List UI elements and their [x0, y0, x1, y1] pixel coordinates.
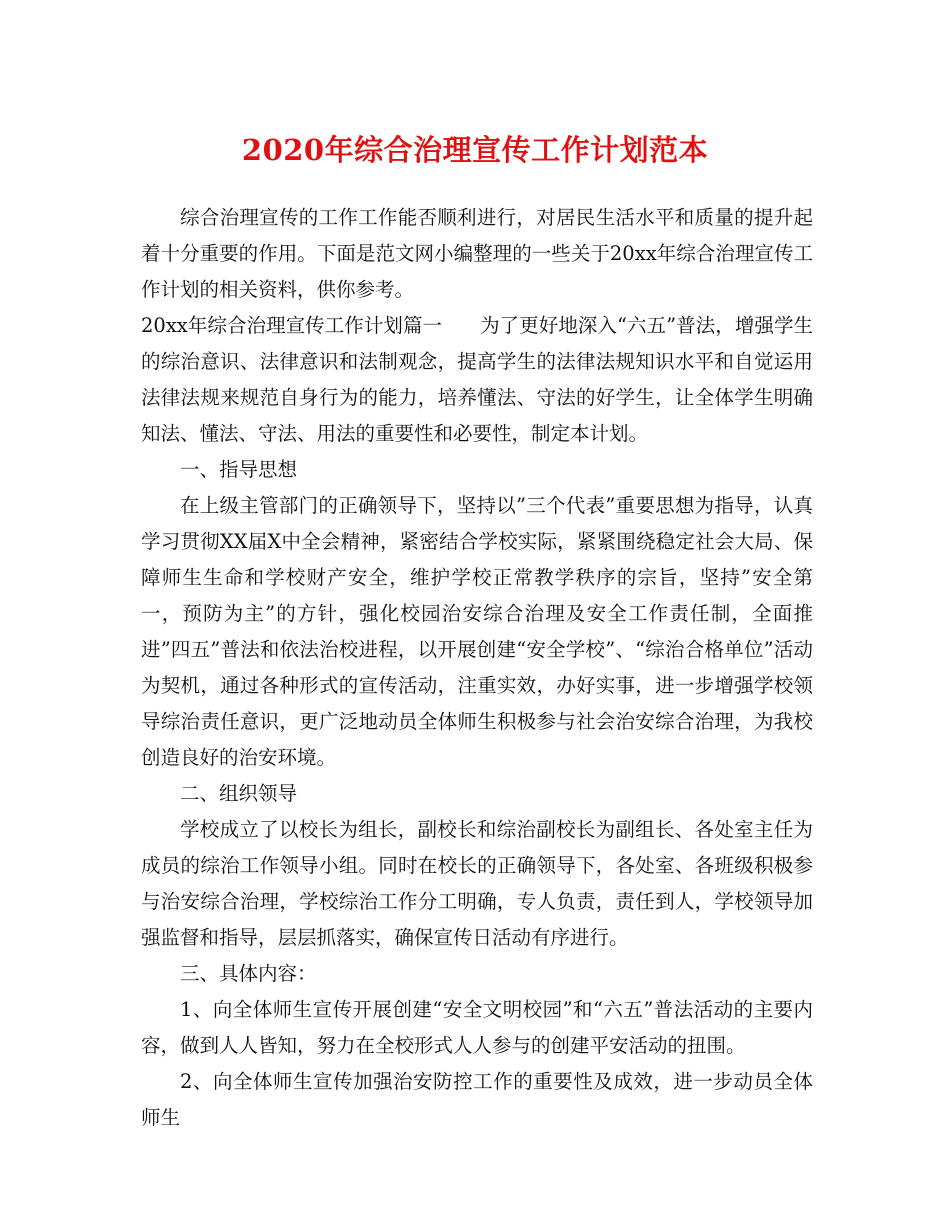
section-paragraph-organization: 学校成立了以校长为组长，副校长和综治副校长为副组长、各处室主任为成员的综治工作领导小组。同时在校长的正确领导下，各处室、各班级积极参与治安综合治理，学校综治工作分工明确，专人负责，责任到人，学校领导加强监督和指导，层层抓落实，确保宣传日活动有序进行。 — [141, 818, 813, 949]
intro-paragraph: 综合治理宣传的工作工作能否顺利进行，对居民生活水平和质量的提升起着十分重要的作用。下面是范文网小编整理的一些关于20xx年综合治理宣传工作计划的相关资料，供你参考。 — [141, 206, 813, 301]
content-item-2: 2、向全体师生宣传加强治安防控工作的重要性及成效，进一步动员全体师生 — [141, 1070, 813, 1129]
section-paragraph-guiding-thought: 在上级主管部门的正确领导下，坚持以”三个代表”重要思想为指导，认真学习贯彻XX届X中全会精神，紧密结合学校实际，紧紧围绕稳定社会大局、保障师生生命和学校财产安全，维护学校正常教学秩序的宗旨，坚持”安全第一，预防为主”的方针，强化校园治安综合治理及安全工作责任制，全面推进”四五”普法和依法治校进程，以开展创建“安全学校”、“综治合格单位”活动为契机，通过各种形式的宣传活动，注重实效，办好实事，进一步增强学校领导综治责任意识，更广泛地动员全体师生积极参与社会治安综合治理，为我校创造良好的治安环境。 — [141, 494, 813, 769]
plan-label: 20xx年综合治理宣传工作计划篇一 — [141, 314, 443, 337]
document-body — [141, 200, 813, 1136]
plan-text: 为了更好地深入“六五”普法，增强学生的综治意识、法律意识和法制观念，提高学生的法律法规知识水平和自觉运用法律法规来规范自身行为的能力，培养懂法、守法的好学生，让全体学生明确知法、懂法、守法、用法的重要性和必要性，制定本计划。 — [141, 314, 813, 445]
content-item-1: 1、向全体师生宣传开展创建“安全文明校园”和“六五”普法活动的主要内容，做到人人皆知，努力在全校形式人人参与的创建平安活动的扭围。 — [141, 998, 813, 1057]
document-title: 2020年综合治理宣传工作计划范本 — [241, 133, 709, 167]
section-heading-content: 三、具体内容： — [180, 962, 317, 985]
plan-paragraph — [141, 308, 813, 452]
section-heading-organization: 二、组织领导 — [180, 782, 298, 805]
section-heading-guiding-thought: 一、指导思想 — [180, 458, 298, 481]
